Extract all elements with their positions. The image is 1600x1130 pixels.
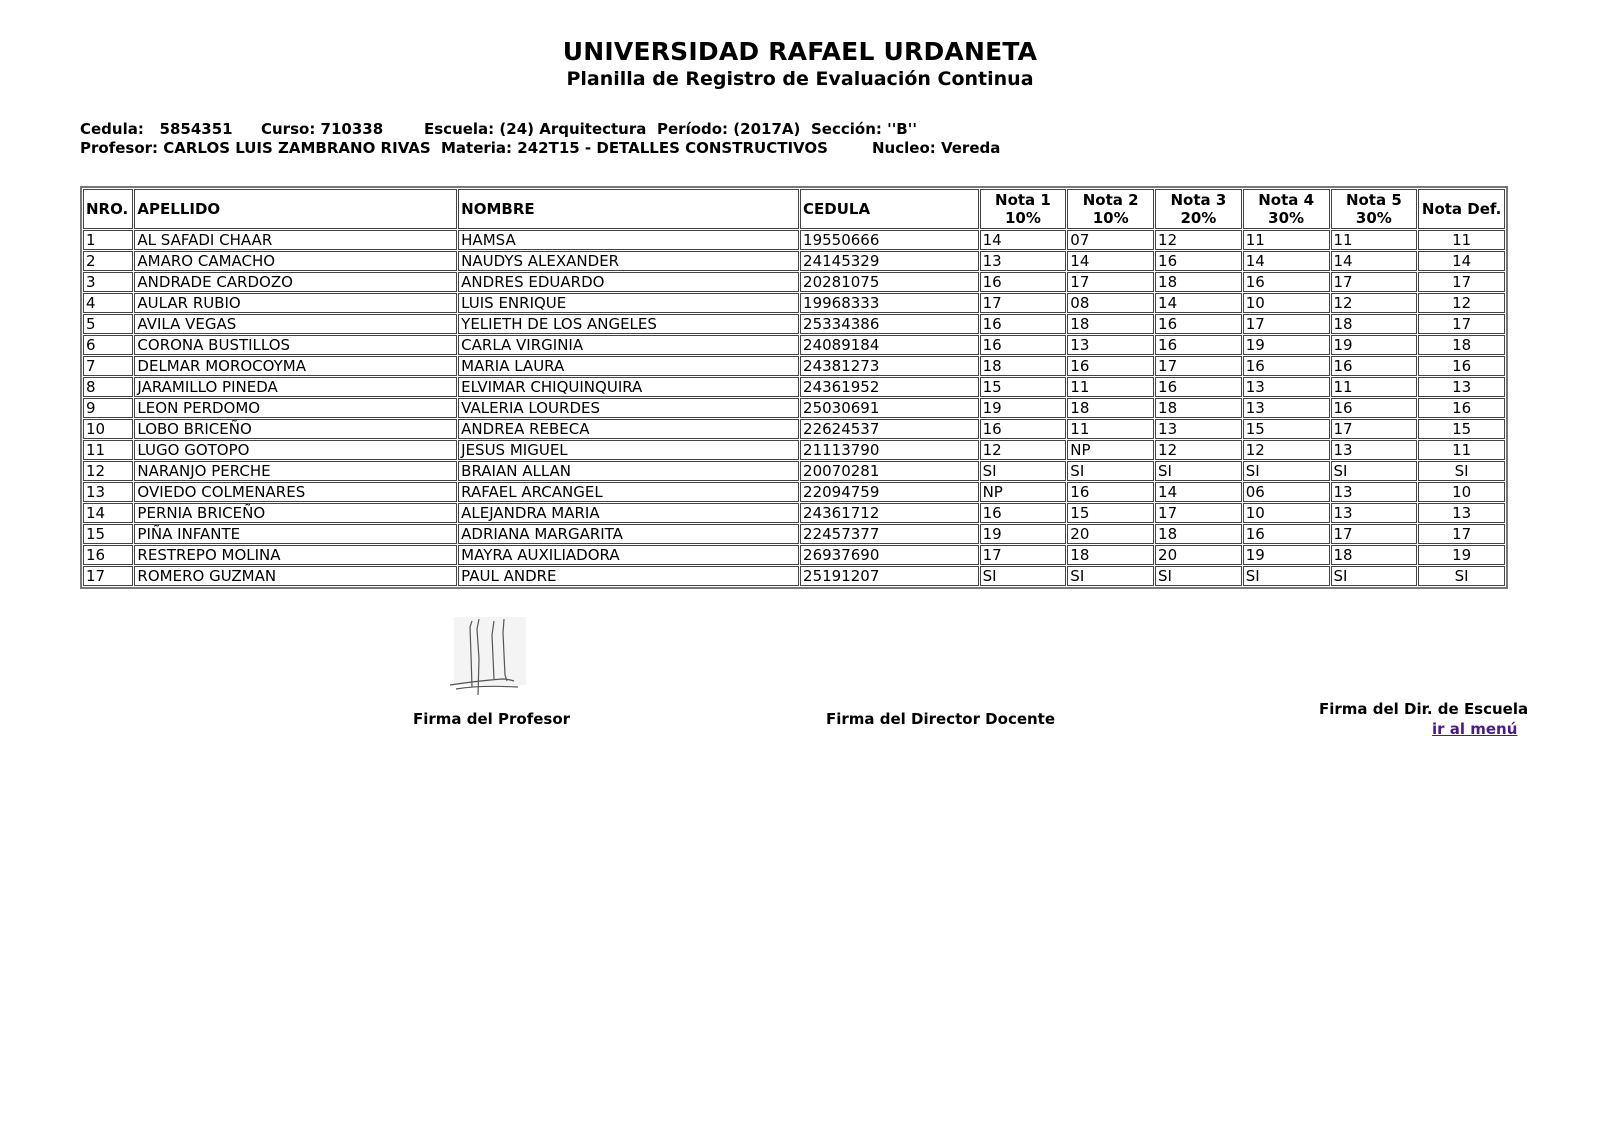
cell-apellido: PIÑA INFANTE (134, 524, 457, 544)
cell-nota-5: 19 (1331, 335, 1418, 355)
director-signature-label: Firma del Director Docente (826, 710, 1056, 728)
cell-nombre: RAFAEL ARCANGEL (458, 482, 799, 502)
table-row (83, 482, 1505, 502)
cell-nombre: MAYRA AUXILIADORA (458, 545, 799, 565)
cell-nombre: PAUL ANDRE (458, 566, 799, 586)
cell-apellido: JARAMILLO PINEDA (134, 377, 457, 397)
cell-nota-def: 18 (1418, 335, 1505, 355)
table-row (83, 419, 1505, 439)
cell-nota-1: 16 (980, 503, 1067, 523)
cell-nombre: ALEJANDRA MARIA (458, 503, 799, 523)
cell-nota-4: 17 (1243, 314, 1330, 334)
cell-nota-1: 19 (980, 398, 1067, 418)
header-nota-5-label: Nota 5 (1345, 191, 1402, 209)
cell-nombre: NAUDYS ALEXANDER (458, 251, 799, 271)
cell-apellido: RESTREPO MOLINA (134, 545, 457, 565)
cell-nro: 3 (83, 272, 133, 292)
cell-nota-3: 16 (1155, 335, 1242, 355)
cell-nota-3: 14 (1155, 293, 1242, 313)
grades-table-body (83, 230, 1505, 586)
table-row (83, 377, 1505, 397)
info-materia: Materia: 242T15 - DETALLES CONSTRUCTIVOS (441, 139, 828, 157)
header-nota-def: Nota Def. (1418, 189, 1505, 229)
cell-apellido: CORONA BUSTILLOS (134, 335, 457, 355)
cell-nota-3: 18 (1155, 398, 1242, 418)
cell-nota-1: SI (980, 461, 1067, 481)
cell-nota-1: 16 (980, 272, 1067, 292)
cell-apellido: AL SAFADI CHAAR (134, 230, 457, 250)
cell-nombre: LUIS ENRIQUE (458, 293, 799, 313)
header-nota-1-label: Nota 1 (995, 191, 1051, 209)
cell-nombre: ANDRES EDUARDO (458, 272, 799, 292)
table-row (83, 461, 1505, 481)
info-seccion: Sección: ''B'' (811, 120, 917, 138)
cell-apellido: PERNIA BRICEÑO (134, 503, 457, 523)
cell-nro: 2 (83, 251, 133, 271)
cell-nota-4: SI (1243, 566, 1330, 586)
cell-nota-4: 16 (1243, 272, 1330, 292)
cell-nota-2: SI (1067, 566, 1154, 586)
cell-cedula: 24145329 (800, 251, 979, 271)
table-row (83, 566, 1505, 586)
cell-nro: 13 (83, 482, 133, 502)
cell-nota-1: 18 (980, 356, 1067, 376)
cell-cedula: 24361712 (800, 503, 979, 523)
header-nota-4 (1243, 189, 1330, 229)
cell-nota-1: 16 (980, 419, 1067, 439)
cell-nota-2: 16 (1067, 356, 1154, 376)
header-nro: NRO. (83, 189, 133, 229)
cell-nota-4: 19 (1243, 335, 1330, 355)
cell-apellido: ROMERO GUZMAN (134, 566, 457, 586)
cell-cedula: 21113790 (800, 440, 979, 460)
cell-nota-2: 07 (1067, 230, 1154, 250)
cell-nota-def: 19 (1418, 545, 1505, 565)
info-curso: Curso: 710338 (261, 120, 384, 138)
cell-nota-1: 16 (980, 314, 1067, 334)
cell-nota-1: 14 (980, 230, 1067, 250)
cell-nombre: ADRIANA MARGARITA (458, 524, 799, 544)
cell-nombre: ELVIMAR CHIQUINQUIRA (458, 377, 799, 397)
cell-nota-2: 16 (1067, 482, 1154, 502)
cell-nota-3: 17 (1155, 503, 1242, 523)
cell-nota-2: SI (1067, 461, 1154, 481)
cell-nota-3: 17 (1155, 356, 1242, 376)
cell-nota-def: 11 (1418, 440, 1505, 460)
cell-apellido: AULAR RUBIO (134, 293, 457, 313)
cell-nro: 9 (83, 398, 133, 418)
cell-nro: 6 (83, 335, 133, 355)
cell-nota-3: 14 (1155, 482, 1242, 502)
cell-nota-3: 20 (1155, 545, 1242, 565)
cell-nota-1: 19 (980, 524, 1067, 544)
cell-cedula: 24361952 (800, 377, 979, 397)
cell-nota-2: 20 (1067, 524, 1154, 544)
cell-nota-def: 17 (1418, 314, 1505, 334)
cell-nota-4: 19 (1243, 545, 1330, 565)
cell-apellido: ANDRADE CARDOZO (134, 272, 457, 292)
cell-nro: 4 (83, 293, 133, 313)
cell-nota-def: 15 (1418, 419, 1505, 439)
cell-nombre: VALERIA LOURDES (458, 398, 799, 418)
page-title: UNIVERSIDAD RAFAEL URDANETA (562, 37, 1038, 66)
header-nota-2-label: Nota 2 (1082, 191, 1139, 209)
cell-nota-3: 13 (1155, 419, 1242, 439)
header-apellido: APELLIDO (134, 189, 457, 229)
cell-nota-1: 12 (980, 440, 1067, 460)
info-line-2 (80, 139, 1000, 157)
table-row (83, 398, 1505, 418)
cell-nota-1: NP (980, 482, 1067, 502)
cell-nota-5: 12 (1331, 293, 1418, 313)
cell-nro: 10 (83, 419, 133, 439)
cell-nota-def: 13 (1418, 377, 1505, 397)
cell-nota-def: SI (1418, 566, 1505, 586)
info-cedula: Cedula: 5854351 (80, 120, 233, 138)
cell-nota-2: 17 (1067, 272, 1154, 292)
table-row (83, 272, 1505, 292)
cell-nota-2: 18 (1067, 314, 1154, 334)
cell-nombre: ANDREA REBECA (458, 419, 799, 439)
school-director-signature-label: Firma del Dir. de Escuela (1319, 700, 1529, 718)
professor-signature (446, 615, 534, 705)
cell-nota-1: 17 (980, 293, 1067, 313)
page-subtitle: Planilla de Registro de Evaluación Continua (566, 68, 1034, 90)
header-nota-2 (1067, 189, 1154, 229)
cell-nota-3: SI (1155, 461, 1242, 481)
header-nota-3-weight: 20% (1180, 209, 1217, 227)
cell-nota-2: 08 (1067, 293, 1154, 313)
cell-nota-def: 13 (1418, 503, 1505, 523)
cell-nro: 1 (83, 230, 133, 250)
cell-nro: 11 (83, 440, 133, 460)
menu-link[interactable]: ir al menú (1432, 720, 1518, 738)
cell-nota-5: 17 (1331, 419, 1418, 439)
cell-apellido: LUGO GOTOPO (134, 440, 457, 460)
cell-nota-2: 18 (1067, 545, 1154, 565)
header-nota-1-weight: 10% (1004, 209, 1041, 227)
cell-nota-4: 11 (1243, 230, 1330, 250)
header-nota-4-label: Nota 4 (1258, 191, 1315, 209)
cell-nota-def: 12 (1418, 293, 1505, 313)
cell-nro: 5 (83, 314, 133, 334)
cell-nro: 12 (83, 461, 133, 481)
cell-apellido: AVILA VEGAS (134, 314, 457, 334)
table-row (83, 335, 1505, 355)
cell-nota-5: 11 (1331, 377, 1418, 397)
cell-nombre: BRAIAN ALLAN (458, 461, 799, 481)
cell-nota-2: 11 (1067, 377, 1154, 397)
cell-nota-4: 10 (1243, 503, 1330, 523)
cell-nota-4: 12 (1243, 440, 1330, 460)
cell-nombre: CARLA VIRGINIA (458, 335, 799, 355)
cell-nota-2: NP (1067, 440, 1154, 460)
cell-cedula: 19968333 (800, 293, 979, 313)
cell-nota-2: 14 (1067, 251, 1154, 271)
cell-nota-5: SI (1331, 461, 1418, 481)
cell-nota-5: 17 (1331, 272, 1418, 292)
header-nota-5 (1331, 189, 1418, 229)
cell-nota-def: 11 (1418, 230, 1505, 250)
cell-cedula: 22457377 (800, 524, 979, 544)
cell-nota-5: 17 (1331, 524, 1418, 544)
cell-nota-def: 16 (1418, 398, 1505, 418)
cell-nombre: JESUS MIGUEL (458, 440, 799, 460)
cell-nro: 16 (83, 545, 133, 565)
cell-cedula: 26937690 (800, 545, 979, 565)
table-row (83, 440, 1505, 460)
cell-nota-5: 18 (1331, 314, 1418, 334)
cell-nota-def: SI (1418, 461, 1505, 481)
table-row (83, 314, 1505, 334)
table-row (83, 524, 1505, 544)
cell-nota-3: 16 (1155, 314, 1242, 334)
cell-nota-5: 14 (1331, 251, 1418, 271)
cell-nota-3: 18 (1155, 524, 1242, 544)
cell-nota-2: 15 (1067, 503, 1154, 523)
cell-nota-3: 12 (1155, 230, 1242, 250)
cell-nombre: YELIETH DE LOS ANGELES (458, 314, 799, 334)
cell-nota-1: SI (980, 566, 1067, 586)
cell-nota-5: 13 (1331, 440, 1418, 460)
table-header-row (83, 189, 1505, 229)
cell-cedula: 20281075 (800, 272, 979, 292)
info-profesor: Profesor: CARLOS LUIS ZAMBRANO RIVAS (80, 139, 431, 157)
cell-cedula: 24089184 (800, 335, 979, 355)
info-nucleo: Nucleo: Vereda (872, 139, 1001, 157)
cell-nota-5: 16 (1331, 356, 1418, 376)
cell-apellido: OVIEDO COLMENARES (134, 482, 457, 502)
cell-nota-4: 16 (1243, 356, 1330, 376)
cell-nro: 14 (83, 503, 133, 523)
cell-nota-5: 11 (1331, 230, 1418, 250)
cell-nro: 8 (83, 377, 133, 397)
cell-nota-1: 13 (980, 251, 1067, 271)
info-line-1 (80, 120, 917, 138)
cell-nota-4: 14 (1243, 251, 1330, 271)
cell-nota-5: 18 (1331, 545, 1418, 565)
cell-nota-4: 13 (1243, 377, 1330, 397)
cell-nota-2: 18 (1067, 398, 1154, 418)
cell-nota-3: 18 (1155, 272, 1242, 292)
table-row (83, 356, 1505, 376)
table-row (83, 230, 1505, 250)
cell-nota-4: 06 (1243, 482, 1330, 502)
cell-cedula: 25334386 (800, 314, 979, 334)
cell-nota-1: 16 (980, 335, 1067, 355)
cell-nota-4: 15 (1243, 419, 1330, 439)
cell-apellido: LEON PERDOMO (134, 398, 457, 418)
cell-nota-def: 17 (1418, 524, 1505, 544)
header-nota-4-weight: 30% (1268, 209, 1305, 227)
cell-cedula: 25191207 (800, 566, 979, 586)
info-periodo: Período: (2017A) (657, 120, 801, 138)
cell-nota-5: 16 (1331, 398, 1418, 418)
table-row (83, 293, 1505, 313)
cell-cedula: 25030691 (800, 398, 979, 418)
cell-apellido: LOBO BRICEÑO (134, 419, 457, 439)
cell-cedula: 22094759 (800, 482, 979, 502)
cell-nro: 15 (83, 524, 133, 544)
header-nota-3-label: Nota 3 (1170, 191, 1227, 209)
cell-nota-def: 16 (1418, 356, 1505, 376)
cell-nota-1: 15 (980, 377, 1067, 397)
header-nota-2-weight: 10% (1092, 209, 1129, 227)
header-nombre: NOMBRE (458, 189, 799, 229)
cell-nota-3: 12 (1155, 440, 1242, 460)
cell-nota-3: 16 (1155, 377, 1242, 397)
header-nota-1 (980, 189, 1067, 229)
table-row (83, 251, 1505, 271)
info-escuela: Escuela: (24) Arquitectura (424, 120, 647, 138)
cell-cedula: 20070281 (800, 461, 979, 481)
cell-nota-3: SI (1155, 566, 1242, 586)
cell-nota-5: 13 (1331, 482, 1418, 502)
cell-apellido: DELMAR MOROCOYMA (134, 356, 457, 376)
cell-nota-4: 13 (1243, 398, 1330, 418)
cell-apellido: NARANJO PERCHE (134, 461, 457, 481)
cell-nota-3: 16 (1155, 251, 1242, 271)
professor-signature-label: Firma del Profesor (413, 710, 571, 728)
cell-apellido: AMARO CAMACHO (134, 251, 457, 271)
cell-cedula: 24381273 (800, 356, 979, 376)
header-cedula: CEDULA (800, 189, 979, 229)
table-row (83, 503, 1505, 523)
cell-nota-5: 13 (1331, 503, 1418, 523)
cell-nota-4: 16 (1243, 524, 1330, 544)
cell-nota-1: 17 (980, 545, 1067, 565)
cell-nota-def: 14 (1418, 251, 1505, 271)
cell-cedula: 22624537 (800, 419, 979, 439)
table-row (83, 545, 1505, 565)
cell-nota-4: 10 (1243, 293, 1330, 313)
cell-nombre: MARIA LAURA (458, 356, 799, 376)
cell-nota-4: SI (1243, 461, 1330, 481)
cell-cedula: 19550666 (800, 230, 979, 250)
header-nota-3 (1155, 189, 1242, 229)
cell-nota-5: SI (1331, 566, 1418, 586)
cell-nota-2: 11 (1067, 419, 1154, 439)
cell-nota-def: 10 (1418, 482, 1505, 502)
header-nota-5-weight: 30% (1355, 209, 1392, 227)
cell-nro: 7 (83, 356, 133, 376)
cell-nota-def: 17 (1418, 272, 1505, 292)
cell-nro: 17 (83, 566, 133, 586)
cell-nombre: HAMSA (458, 230, 799, 250)
grades-table (80, 186, 1508, 589)
cell-nota-2: 13 (1067, 335, 1154, 355)
